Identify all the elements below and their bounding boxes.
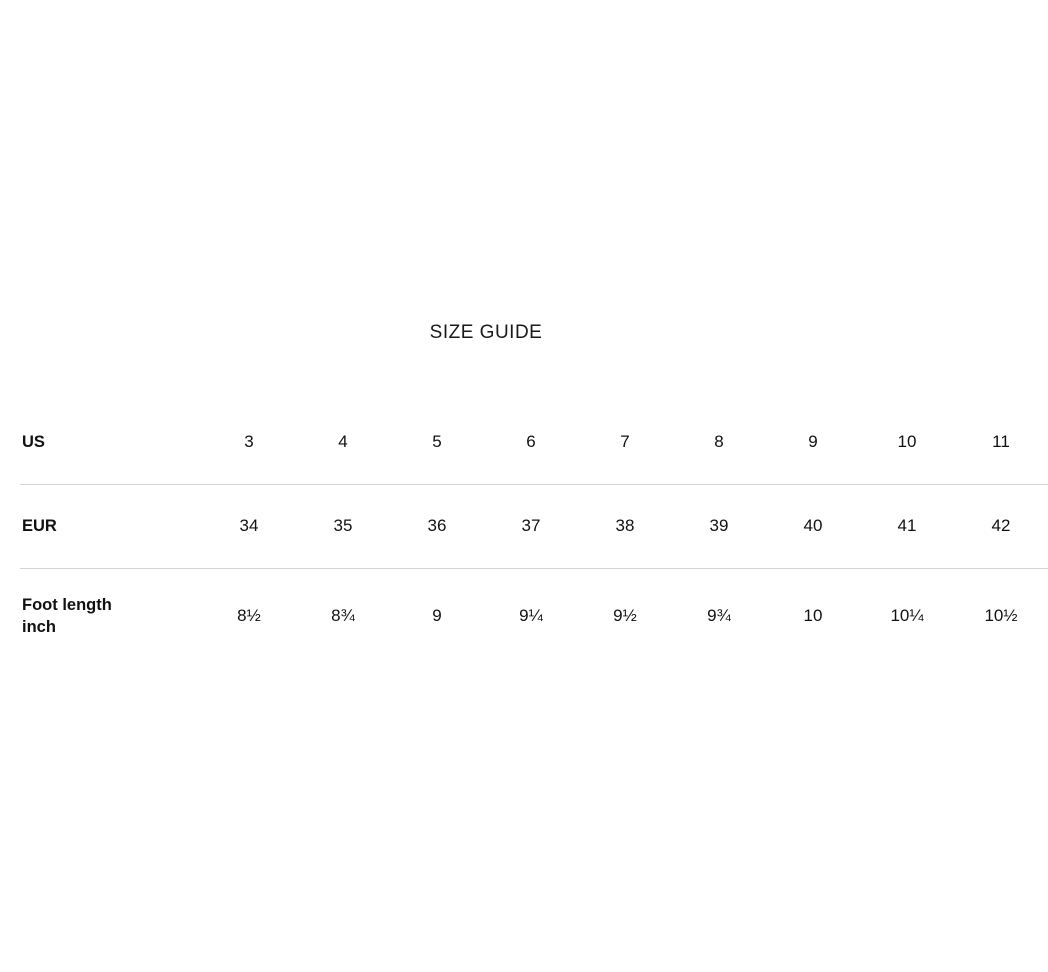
row-label-text: US — [22, 432, 45, 451]
table-row — [20, 484, 1048, 568]
cell-foot-4: 9½ — [578, 568, 672, 664]
cell-us-4: 7 — [620, 431, 630, 451]
cell-eur-8: 42 — [954, 484, 1048, 568]
cell-us-1: 4 — [338, 431, 348, 451]
row-label-foot-length — [20, 568, 202, 664]
cell-foot-8: 10½ — [954, 568, 1048, 664]
row-label-us — [20, 400, 202, 484]
row-label-text: Foot length — [22, 595, 112, 614]
cell-eur-4: 38 — [578, 484, 672, 568]
cell-eur-0: 34 — [202, 484, 296, 568]
row-label-text-line2: inch — [22, 618, 56, 637]
cell-eur-5: 39 — [672, 484, 766, 568]
cell-foot-1: 8¾ — [296, 568, 390, 664]
cell-eur-6: 40 — [766, 484, 860, 568]
row-label-text: EUR — [22, 516, 57, 535]
cell-eur-2: 36 — [390, 484, 484, 568]
cell-us-5: 8 — [714, 431, 724, 451]
cell-foot-7: 10¼ — [860, 568, 954, 664]
table-row — [20, 568, 1048, 664]
cell-eur-3: 37 — [484, 484, 578, 568]
cell-us-7: 10 — [897, 431, 917, 451]
cell-eur-7: 41 — [860, 484, 954, 568]
cell-us-6: 9 — [808, 431, 818, 451]
cell-foot-6: 10 — [766, 568, 860, 664]
table-row — [20, 400, 1048, 484]
cell-foot-0: 8½ — [202, 568, 296, 664]
cell-us-2: 5 — [432, 431, 442, 451]
cell-us-8: 11 — [992, 431, 1010, 451]
cell-foot-2: 9 — [390, 568, 484, 664]
cell-us-0: 3 — [244, 431, 254, 451]
cell-us-3: 6 — [526, 431, 536, 451]
cell-eur-1: 35 — [296, 484, 390, 568]
size-guide-table — [20, 400, 1048, 664]
cell-foot-5: 9¾ — [672, 568, 766, 664]
page-title: SIZE GUIDE — [429, 322, 543, 343]
cell-foot-3: 9¼ — [484, 568, 578, 664]
row-label-eur — [20, 484, 202, 568]
